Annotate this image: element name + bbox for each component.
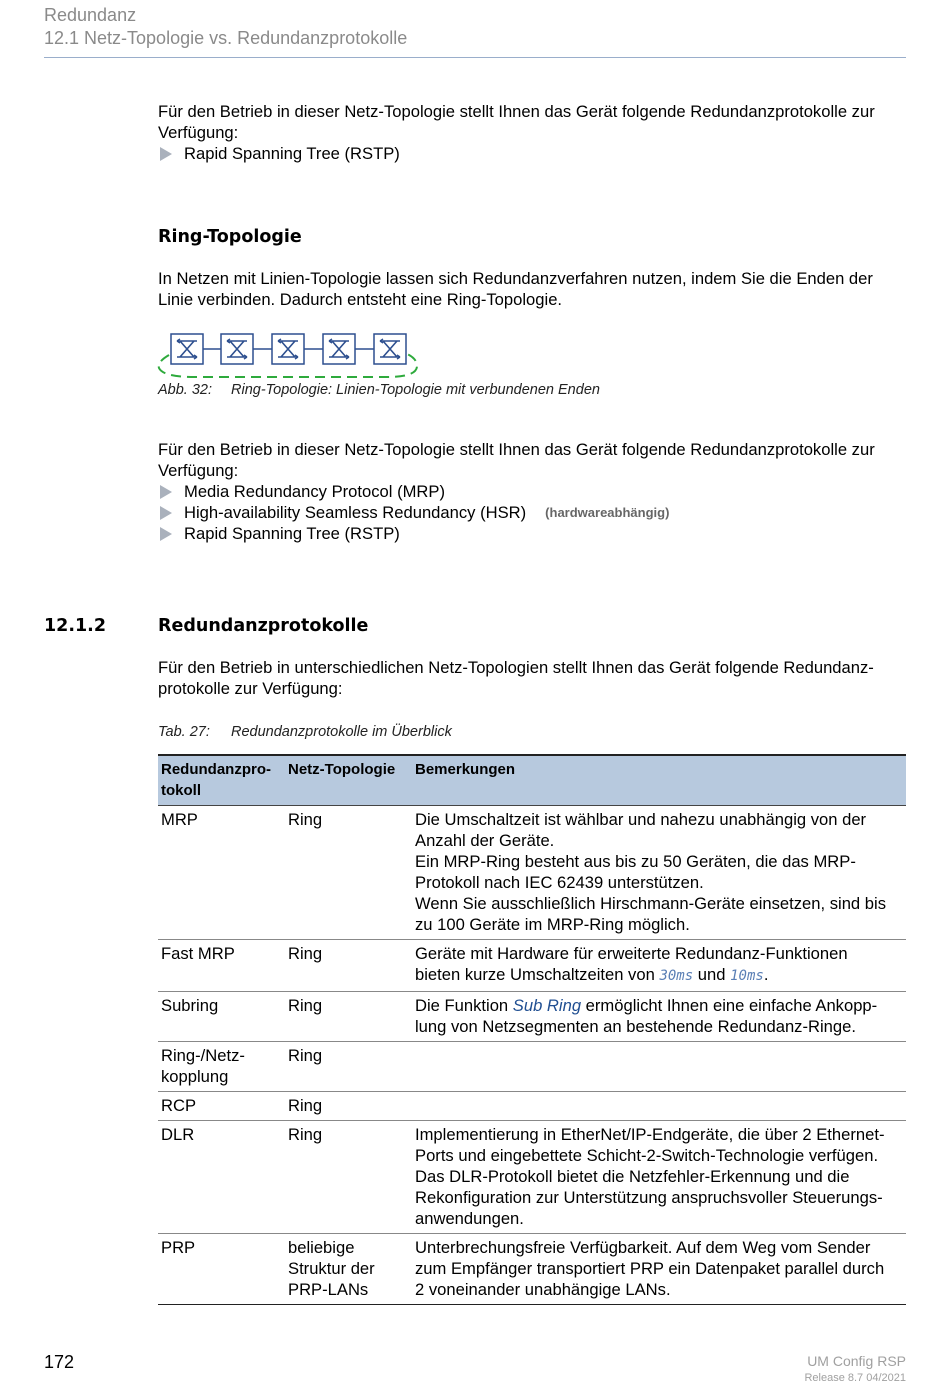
protocols-table — [158, 754, 906, 1305]
header-section: 12.1 Netz-Topologie vs. Redundanzprotokolle — [44, 28, 408, 48]
col-header-protocol: Redundanzpro- tokoll — [158, 755, 285, 806]
bullet-triangle-icon — [160, 506, 172, 520]
table-row: MRP Ring Die Umschaltzeit ist wählbar und nahezu unabhängig von der Anzahl der Geräte. Ein MRP-Ring besteht aus bis zu 50 Geräten, die das MRP- Protokoll nach IEC 62439 unterstützen. Wenn Sie ausschließlich Hirschmann-Geräte einsetzen, sind bis zu 100 Geräte im MRP-Ring möglich. — [158, 806, 906, 940]
switch-icon — [272, 334, 304, 364]
bullet-triangle-icon — [160, 147, 172, 161]
sub-ring-link[interactable]: Sub Ring — [512, 996, 582, 1015]
intro-paragraph-1 — [158, 101, 910, 164]
bullet-item: Rapid Spanning Tree (RSTP) — [158, 143, 910, 164]
bullet-item: High-availability Seamless Redundancy (HSR) (hardwareabhängig) — [158, 502, 910, 523]
value-30ms: 30ms — [659, 968, 694, 984]
ring-paragraph: In Netzen mit Linien-Topologie lassen sich Redundanzverfahren nutzen, indem Sie die Enden der Linie verbinden. Dadurch entsteht eine Ring-Topologie. — [158, 269, 873, 309]
bullet-item: Rapid Spanning Tree (RSTP) — [158, 523, 910, 544]
switch-icon — [171, 334, 203, 364]
table-row: RCP Ring — [158, 1092, 906, 1121]
header-chapter: Redundanz — [44, 5, 137, 25]
header-rule — [44, 57, 906, 58]
value-10ms: 10ms — [730, 968, 764, 984]
bullet-item: Media Redundancy Protocol (MRP) — [158, 481, 910, 502]
bullet-triangle-icon — [160, 527, 172, 541]
table-header-row — [158, 755, 906, 806]
table-row: Fast MRP Ring Geräte mit Hardware für erweiterte Redundanz-Funktionen bieten kurze Umschaltzeiten von 30ms und 10ms. — [158, 940, 906, 992]
table-row: DLR Ring Implementierung in EtherNet/IP-Endgeräte, die über 2 Ethernet- Ports und eingebettete Schicht-2-Switch-Technologie verfügen. Das DLR-Protokoll bietet die Netzfehler-Erkennung und die Rekonfiguration zur Unterstützung anspruchsvoller Steuerungs- anwendungen. — [158, 1121, 906, 1234]
intro-1-line-a: Für den Betrieb in dieser Netz-Topologie stellt Ihnen das Gerät folgende Redundanzprotokolle zur — [158, 102, 875, 121]
switch-icon — [221, 334, 253, 364]
section-paragraph: Für den Betrieb in unterschiedlichen Netz-Topologien stellt Ihnen das Gerät folgende Redundanz- protokolle zur Verfügung: — [158, 658, 874, 698]
table-row: PRP beliebige Struktur der PRP-LANs Unterbrechungsfreie Verfügbarkeit. Auf dem Weg vom Sender zum Empfänger transportiert PRP ein Datenpaket parallel durch 2 voneinander unabhängige LANs. — [158, 1234, 906, 1305]
table-row: Subring Ring Die Funktion Sub Ring ermöglicht Ihnen eine einfache Ankopp- lung von Netzsegmenten an bestehende Redundanz-Ringe. — [158, 992, 906, 1042]
section-title: Redundanzprotokolle — [158, 616, 369, 636]
col-header-topology: Netz-Topologie — [285, 755, 412, 806]
running-header — [44, 4, 407, 50]
footer-doc-title: UM Config RSP — [807, 1353, 906, 1369]
hardware-note: (hardwareabhängig) — [545, 505, 670, 520]
ring-topology-heading: Ring-Topologie — [158, 227, 302, 247]
figure-caption: Abb. 32: Ring-Topologie: Linien-Topologie mit verbundenen Enden — [158, 382, 600, 398]
table-caption: Tab. 27: Redundanzprotokolle im Überblick — [158, 724, 452, 740]
switch-icon — [374, 334, 406, 364]
ring-topology-diagram — [155, 330, 425, 384]
intro-1-line-b: Verfügung: — [158, 123, 239, 142]
page-number: 172 — [44, 1352, 75, 1372]
switch-icon — [323, 334, 355, 364]
section-number: 12.1.2 — [44, 616, 107, 636]
table-row: Ring-/Netz- kopplung Ring — [158, 1042, 906, 1092]
intro-paragraph-2: Für den Betrieb in dieser Netz-Topologie stellt Ihnen das Gerät folgende Redundanzprotokolle zur Verfügung: Media Redundancy Protocol (MRP) High-availability Seamless Redundancy (HSR) (hardwareabhängig) Rapid Spanning Tree (RSTP) — [158, 439, 910, 544]
col-header-remarks: Bemerkungen — [412, 755, 906, 806]
bullet-triangle-icon — [160, 485, 172, 499]
footer-release: Release 8.7 04/2021 — [804, 1372, 906, 1384]
